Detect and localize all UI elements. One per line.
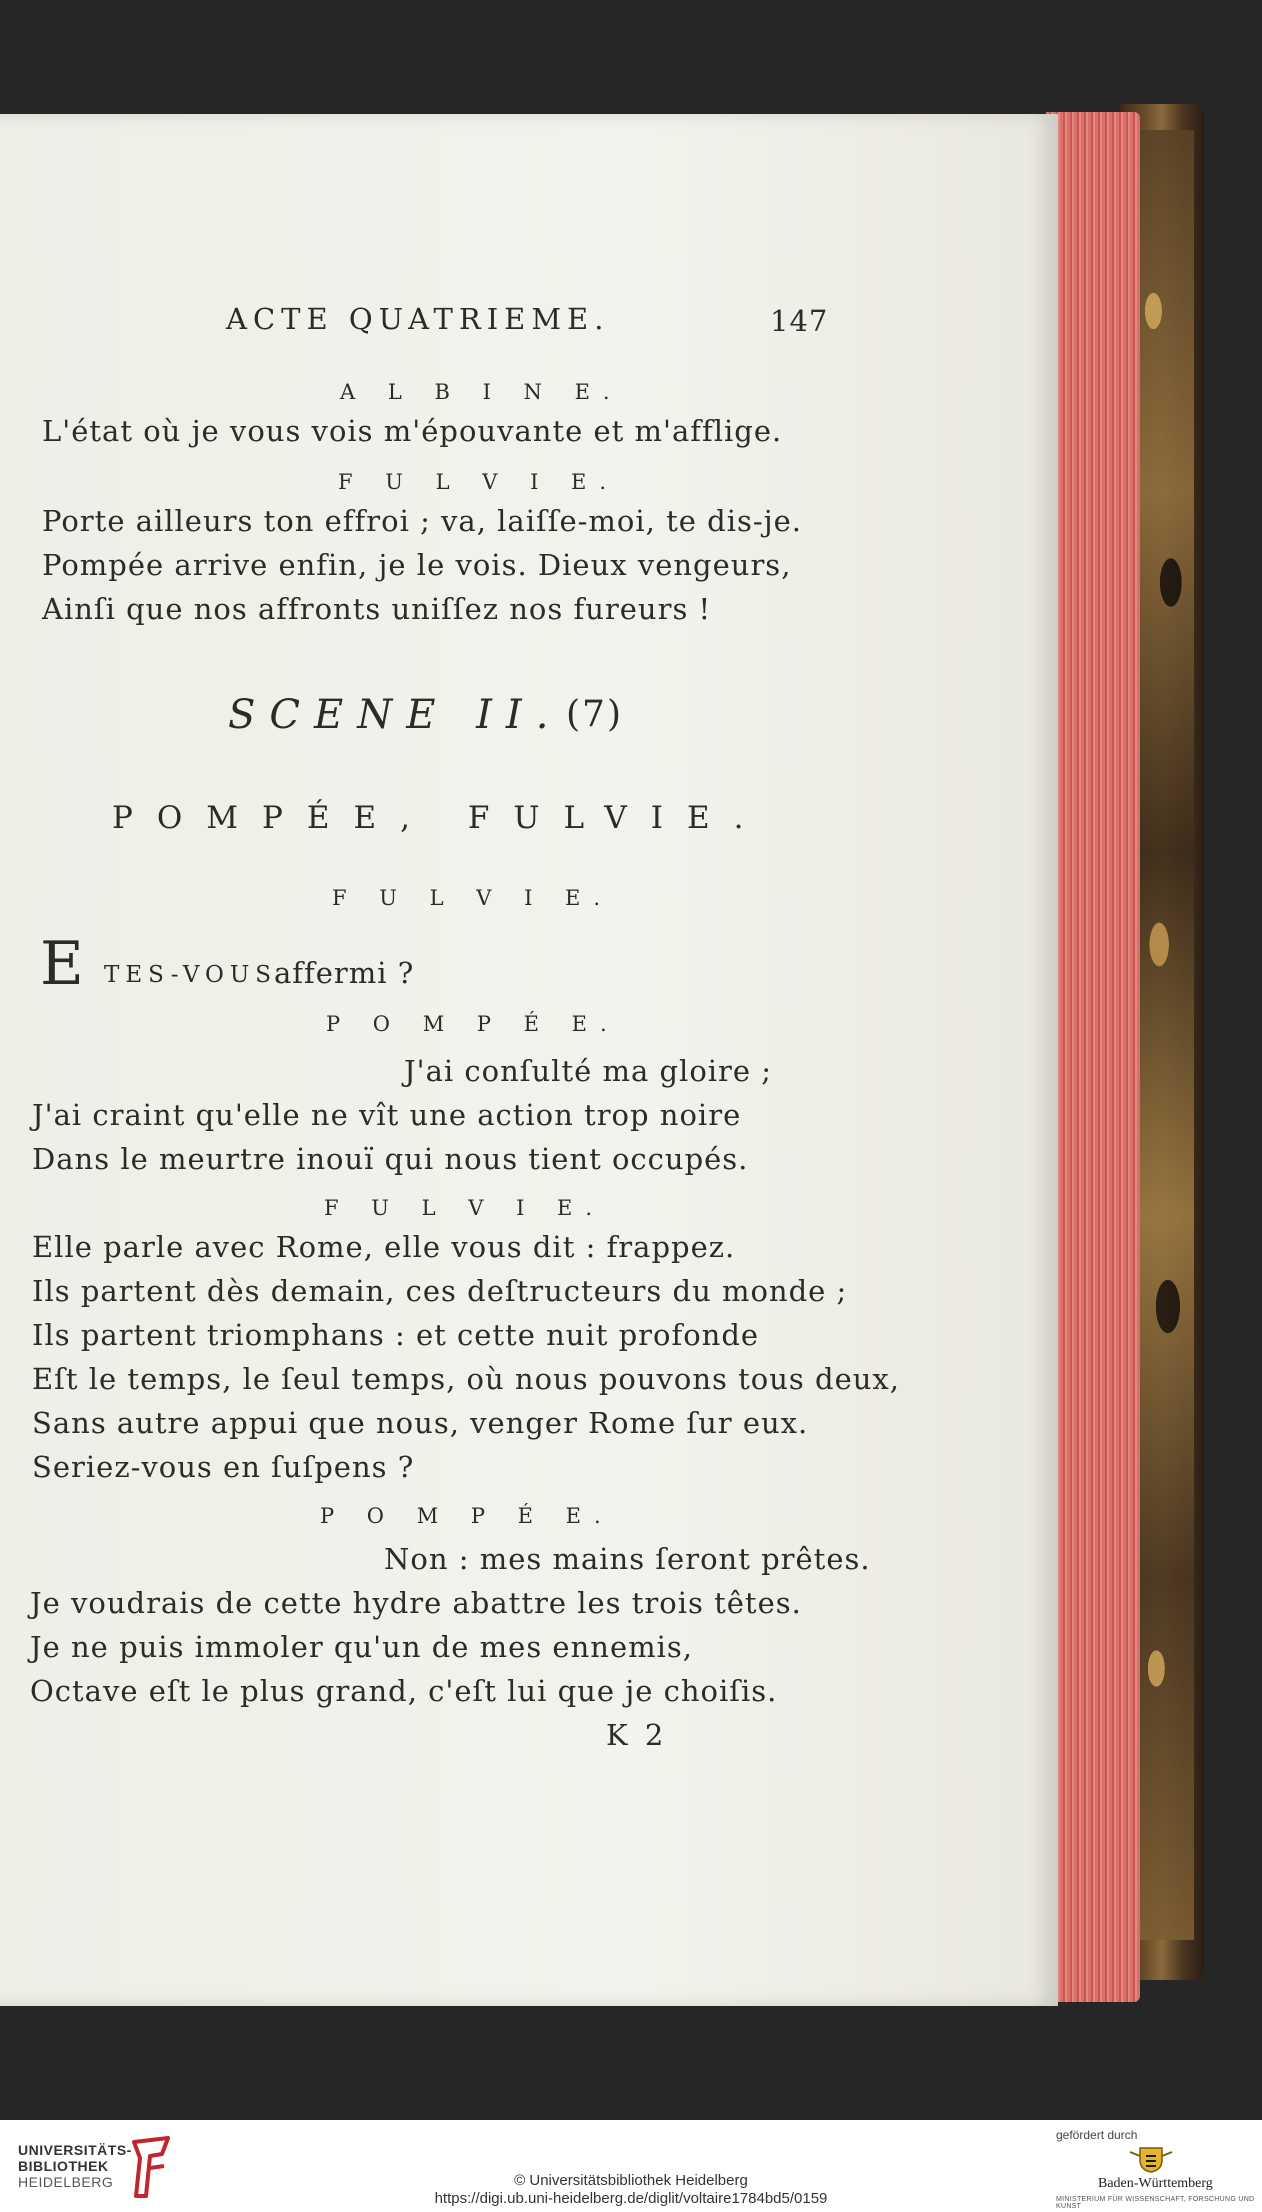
verse-line: Elle parle avec Rome, elle vous dit : frappez. bbox=[32, 1230, 736, 1264]
speaker-name: F U L V I E. bbox=[338, 470, 620, 494]
library-name-line: UNIVERSITÄTS- bbox=[18, 2142, 132, 2158]
verse-line: L'état où je vous vois m'épouvante et m'afflige. bbox=[42, 414, 783, 448]
funded-by-label: gefördert durch bbox=[1056, 2128, 1138, 2142]
verse-line: J'ai craint qu'elle ne vît une action trop noire bbox=[32, 1098, 742, 1132]
viewer-footer bbox=[0, 2120, 1262, 2212]
copyright-notice: © Universitätsbibliothek Heidelberg bbox=[514, 2172, 748, 2189]
permalink-url[interactable]: https://digi.ub.uni-heidelberg.de/diglit/voltaire1784bd5/0159 bbox=[434, 2190, 828, 2207]
scene-title: SCENE II. bbox=[228, 692, 563, 738]
running-header: ACTE QUATRIEME. bbox=[226, 302, 610, 336]
drop-cap: E bbox=[40, 929, 84, 999]
verse-line: Octave eſt le plus grand, c'eſt lui que je choiſis. bbox=[30, 1674, 778, 1708]
state-coat-of-arms-icon bbox=[1126, 2144, 1176, 2174]
funder-name: Baden-Württemberg bbox=[1098, 2176, 1213, 2191]
small-caps-text: TES-VOUS bbox=[104, 962, 278, 988]
speaker-name: P O M P É E. bbox=[320, 1504, 614, 1528]
verse-line: Dans le meurtre inouï qui nous tient occupés. bbox=[32, 1142, 749, 1176]
verse-line: Eſt le temps, le ſeul temps, où nous pouvons tous deux, bbox=[32, 1362, 901, 1396]
funder-subtitle: MINISTERIUM FÜR WISSENSCHAFT, FORSCHUNG UND KUNST bbox=[1056, 2196, 1255, 2210]
scene-note: (7) bbox=[566, 694, 623, 735]
verse-line: Ils partent dès demain, ces deſtructeurs du monde ; bbox=[32, 1274, 848, 1308]
book-page bbox=[0, 114, 1058, 2006]
signature-mark: K 2 bbox=[606, 1718, 668, 1752]
verse-line: Seriez-vous en ſuſpens ? bbox=[32, 1450, 415, 1484]
speaker-name: F U L V I E. bbox=[332, 886, 614, 910]
library-name-line: HEIDELBERG bbox=[18, 2174, 114, 2190]
verse-line: Pompée arrive enfin, je le vois. Dieux vengeurs, bbox=[42, 548, 792, 582]
page-number: 147 bbox=[770, 304, 829, 338]
verse-line: Je ne puis immoler qu'un de mes ennemis, bbox=[30, 1630, 693, 1664]
marbled-cover-edge bbox=[1136, 130, 1194, 1940]
verse-line: Ils partent triomphans : et cette nuit profonde bbox=[32, 1318, 760, 1352]
verse-line: affermi ? bbox=[274, 956, 415, 990]
verse-line: J'ai conſulté ma gloire ; bbox=[404, 1054, 773, 1088]
library-name-line: BIBLIOTHEK bbox=[18, 2158, 109, 2174]
verse-line: Je voudrais de cette hydre abattre les trois têtes. bbox=[30, 1586, 802, 1620]
speaker-name: F U L V I E. bbox=[324, 1196, 606, 1220]
verse-line: Non : mes mains ſeront prêtes. bbox=[384, 1542, 871, 1576]
speaker-name: A L B I N E. bbox=[340, 380, 623, 404]
speaker-name: P O M P É E. bbox=[326, 1012, 620, 1036]
cast-list: POMPÉE, FULVIE. bbox=[112, 800, 768, 836]
verse-line: Porte ailleurs ton effroi ; va, laiſſe-moi, te dis-je. bbox=[42, 504, 803, 538]
verse-line: Sans autre appui que nous, venger Rome ſur eux. bbox=[32, 1406, 809, 1440]
red-page-edges bbox=[1046, 112, 1140, 2002]
verse-line: Ainſi que nos affronts uniſſez nos fureurs ! bbox=[42, 592, 712, 626]
